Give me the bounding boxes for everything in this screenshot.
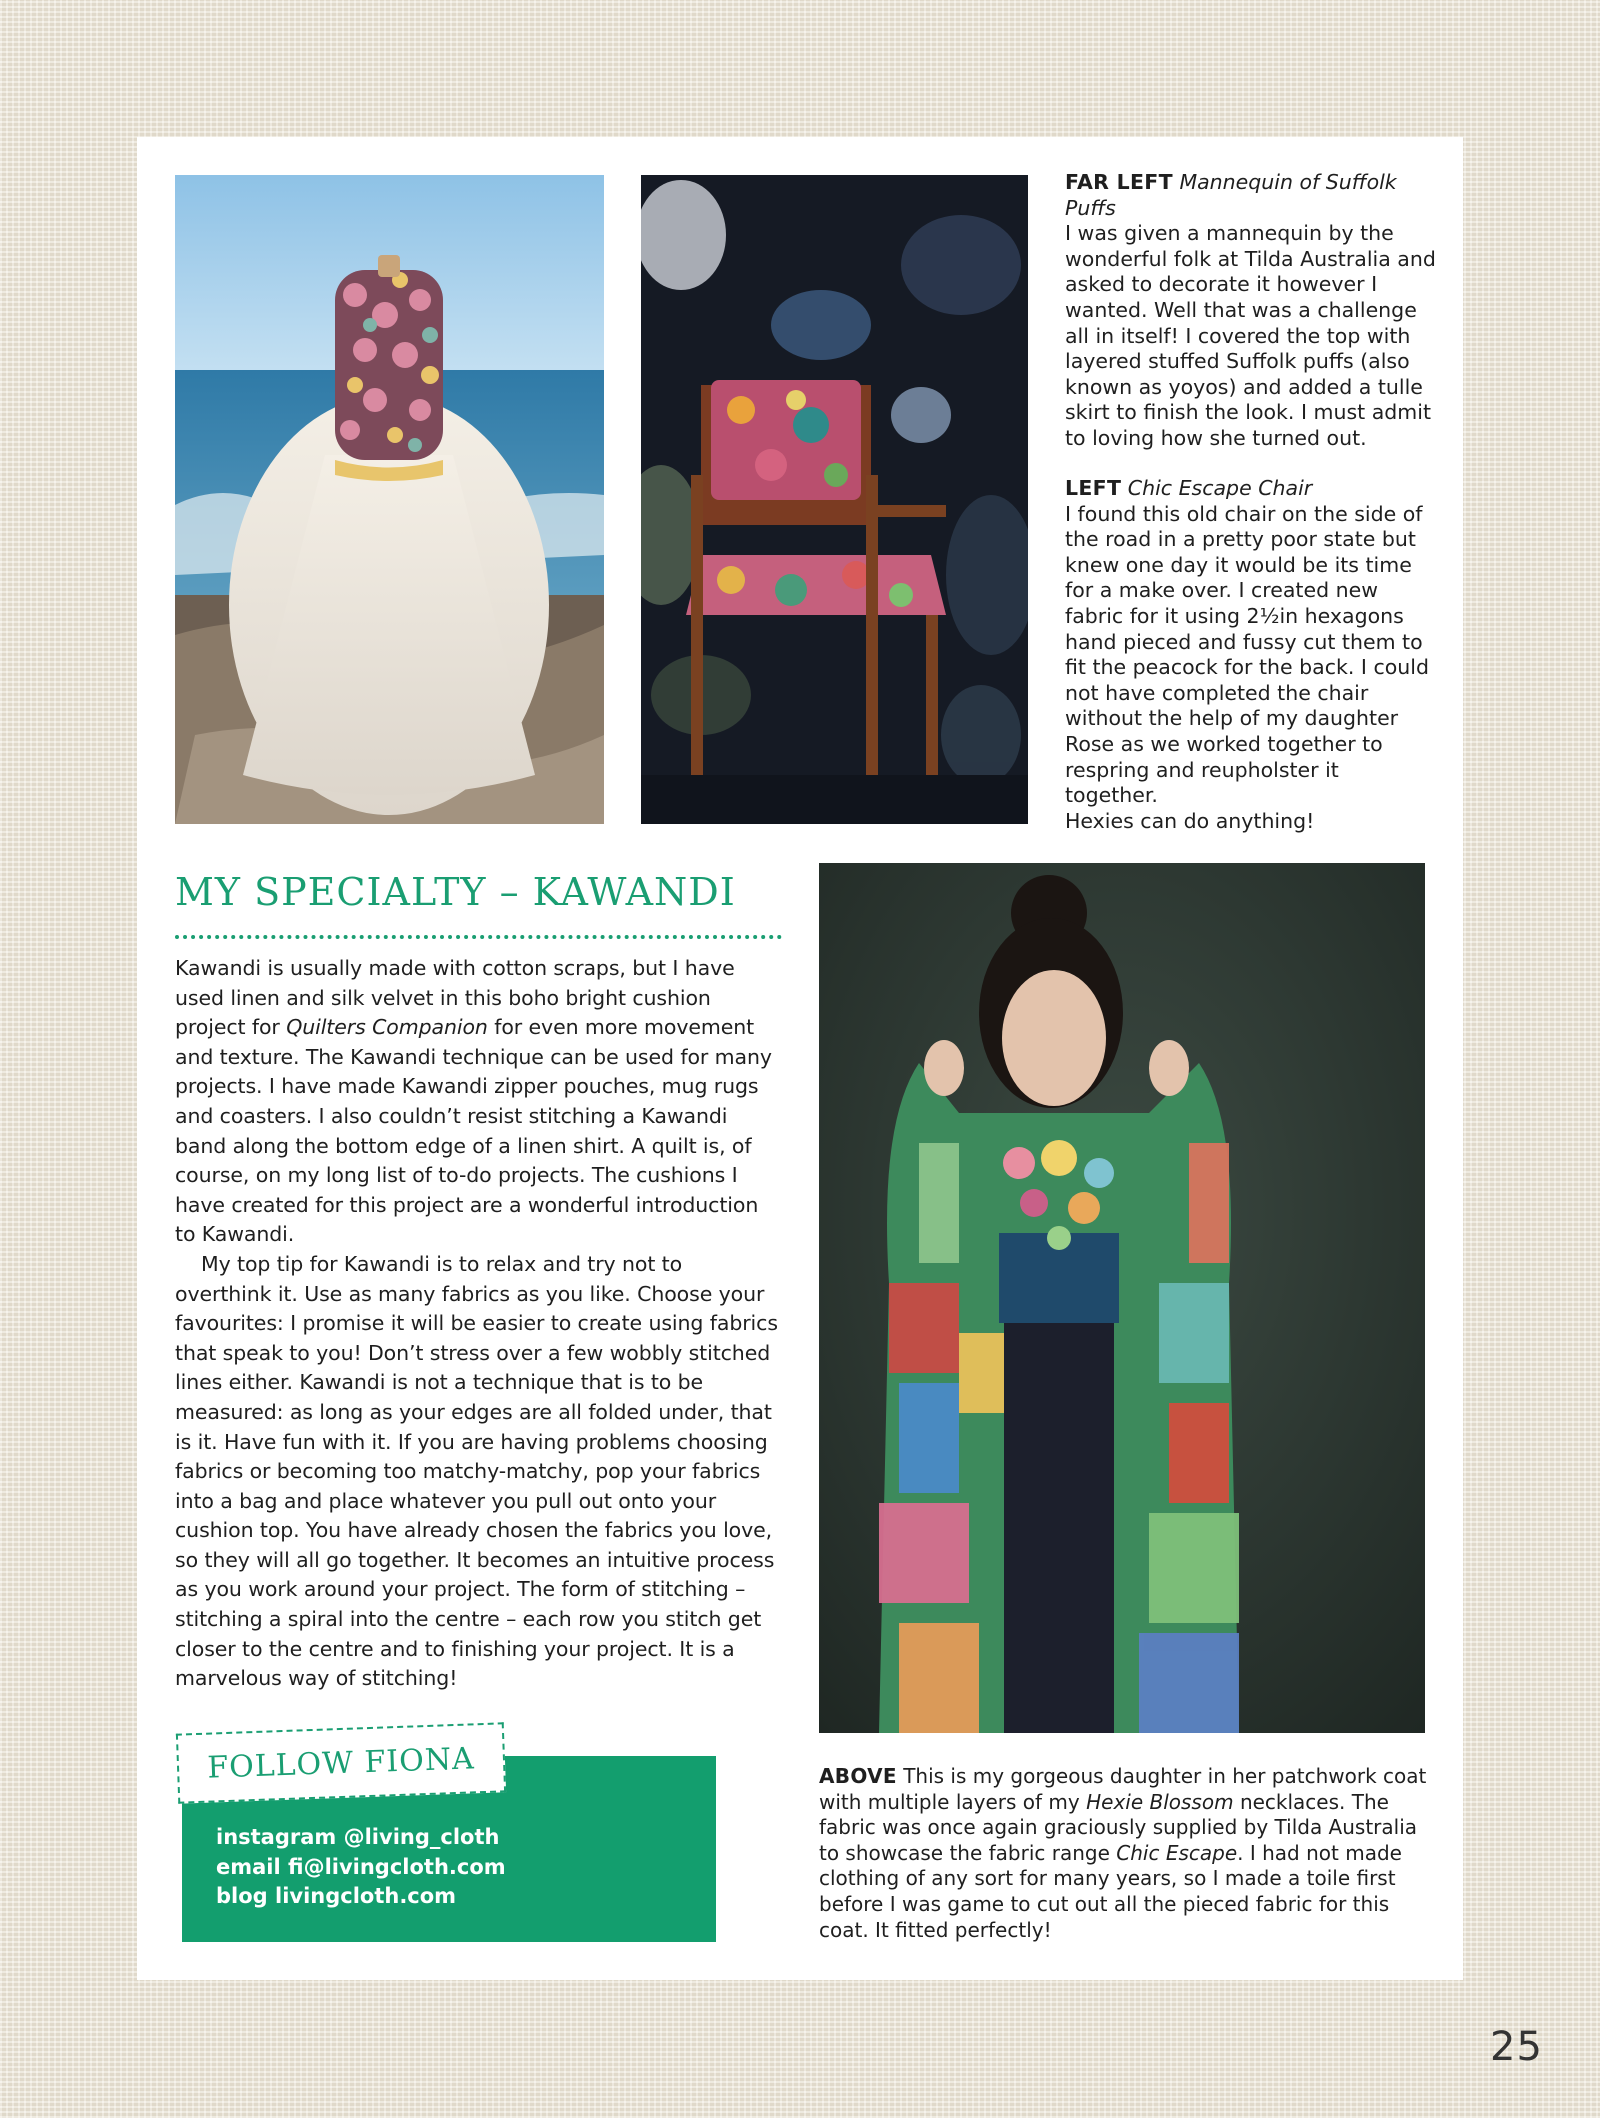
far-left-title: Mannequin of Suffolk Puffs bbox=[1065, 170, 1397, 220]
patchwork-coat-photo bbox=[819, 863, 1425, 1733]
section-heading: MY SPECIALTY – KAWANDI bbox=[175, 870, 736, 914]
far-left-label: FAR LEFT bbox=[1065, 170, 1173, 194]
far-left-caption bbox=[1065, 170, 1437, 452]
article-paragraph-1: Kawandi is usually made with cotton scraps, but I have used linen and silk velvet in this boho bright cushion project for Quilters Companion for even more movement and texture. The Kawandi technique can be used for many projects. I have made Kawandi zipper pouches, mug rugs and coasters. I also couldn’t resist stitching a Kawandi band along the bottom edge of a linen shirt. A quilt is, of course, on my long list of to-do projects. The cushions I have created for this project are a wonderful introduction to Kawandi. bbox=[175, 956, 772, 1247]
left-caption bbox=[1065, 476, 1437, 834]
chair-photo bbox=[641, 175, 1028, 824]
far-left-text: I was given a mannequin by the wonderful folk at Tilda Australia and asked to decorate it however I wanted. Well that was a challenge all in itself! I covered the top with layered stuffed Suffolk puffs (also known as yoyos) and added a tulle skirt to finish the look. I must admit to loving how she turned out. bbox=[1065, 221, 1436, 450]
left-closing: Hexies can do anything! bbox=[1065, 808, 1315, 833]
mannequin-photo bbox=[175, 175, 604, 824]
follow-title: FOLLOW FIONA bbox=[206, 1740, 476, 1786]
page-number: 25 bbox=[1490, 2024, 1543, 2070]
left-title: Chic Escape Chair bbox=[1127, 476, 1313, 500]
follow-tag bbox=[176, 1722, 506, 1803]
follow-links bbox=[216, 1823, 506, 1912]
dotted-divider bbox=[175, 935, 782, 939]
above-label: ABOVE bbox=[819, 1764, 897, 1788]
left-text: I found this old chair on the side of the road in a pretty poor state but knew one day it would be its time for a make over. I created new fabric for it using 2½in hexagons hand pieced and fussy cut them to fit the peacock for the back. I could not have completed the chair without the help of my daughter Rose as we worked together to respring and reupholster it together. bbox=[1065, 501, 1429, 808]
instagram-link[interactable]: instagram @living_cloth bbox=[216, 1825, 500, 1849]
email-link[interactable]: email fi@livingcloth.com bbox=[216, 1854, 506, 1879]
above-caption: ABOVE This is my gorgeous daughter in her patchwork coat with multiple layers of my Hexie Blossom necklaces. The fabric was once again graciously supplied by Tilda Australia to showcase the fabric range Chic Escape. I had not made clothing of any sort for many years, so I made a toile first before I was game to cut out all the pieced fabric for this coat. It fitted perfectly! bbox=[819, 1764, 1427, 1942]
kawandi-article bbox=[175, 954, 781, 1694]
article-paragraph-2: My top tip for Kawandi is to relax and try not to overthink it. Use as many fabrics as you like. Choose your favourites: I promise it will be easier to create using fabrics that speak to you! Don’t stress over a few wobbly stitched lines either. Kawandi is not a technique that is to be measured: as long as your edges are all folded under, that is it. Have fun with it. If you are having problems choosing fabrics or becoming too matchy-matchy, pop your fabrics into a bag and place whatever you pull out onto your cushion top. You have already chosen the fabrics you love, so they will all go together. It becomes an intuitive process as you work around your project. The form of stitching – stitching a spiral into the centre – each row you stitch get closer to the centre and to finishing your project. It is a marvelous way of stitching! bbox=[175, 1251, 778, 1691]
blog-link[interactable]: blog livingcloth.com bbox=[216, 1884, 457, 1908]
left-label: LEFT bbox=[1065, 476, 1122, 500]
